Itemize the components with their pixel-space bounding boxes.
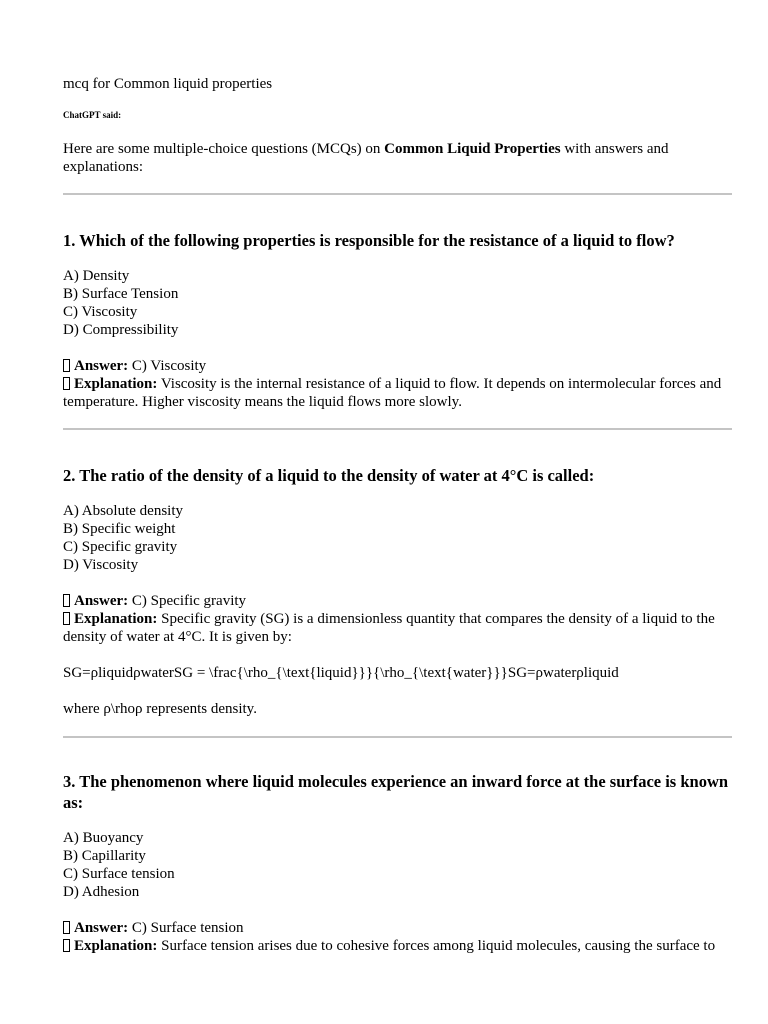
question-1-title: 1. Which of the following properties is responsible for the resistance of a liquid to flow? xyxy=(63,231,675,250)
divider xyxy=(63,193,732,195)
explanation-text: Viscosity is the internal resistance of a liquid to flow. It depends on intermolecular forces and temperature. Higher viscosity means the liquid flows more slowly. xyxy=(63,376,722,410)
intro-paragraph xyxy=(63,140,731,176)
option-c: C) Surface tension xyxy=(63,866,175,882)
answer-label: Answer: xyxy=(74,920,129,936)
answer-label: Answer: xyxy=(74,358,129,374)
question-1-options xyxy=(63,267,731,339)
explanation-label: Explanation: xyxy=(74,611,158,627)
question-1-explanation xyxy=(63,375,731,411)
explanation-label: Explanation: xyxy=(74,376,158,392)
option-c: C) Viscosity xyxy=(63,304,138,320)
answer-label: Answer: xyxy=(74,593,129,609)
option-c: C) Specific gravity xyxy=(63,539,178,555)
option-b: B) Capillarity xyxy=(63,848,146,864)
user-prompt: mcq for Common liquid properties xyxy=(63,76,273,92)
question-1-answer xyxy=(63,357,731,375)
explanation-label: Explanation: xyxy=(74,938,158,954)
answer-text: C) Viscosity xyxy=(128,358,207,374)
option-b: B) Surface Tension xyxy=(63,286,179,302)
checkmark-icon xyxy=(63,594,70,607)
question-2-options xyxy=(63,502,731,574)
question-2-explanation xyxy=(63,610,731,646)
intro-topic-bold: Common Liquid Properties xyxy=(384,141,561,157)
answer-text: C) Specific gravity xyxy=(128,593,247,609)
lightbulb-icon xyxy=(63,939,70,952)
question-2-answer xyxy=(63,592,731,610)
option-b: B) Specific weight xyxy=(63,521,176,537)
question-3-title: 3. The phenomenon where liquid molecules experience an inward force at the surface is known as: xyxy=(63,772,729,812)
formula-note: where ρ\rhoρ represents density. xyxy=(63,701,257,717)
divider xyxy=(63,428,732,430)
question-3 xyxy=(63,771,731,955)
lightbulb-icon xyxy=(63,612,70,625)
option-d: D) Compressibility xyxy=(63,322,179,338)
question-3-explanation xyxy=(63,937,731,955)
intro-text-after: with answers and explanations: xyxy=(63,141,669,175)
answer-text: C) Surface tension xyxy=(128,920,244,936)
question-3-options xyxy=(63,829,731,901)
option-d: D) Adhesion xyxy=(63,884,140,900)
specific-gravity-formula: SG=ρliquidρwaterSG = \frac{\rho_{\text{liquid}}}{\rho_{\text{water}}}SG=ρwaterρliquid xyxy=(63,665,619,681)
question-3-answer xyxy=(63,919,731,937)
explanation-text: Specific gravity (SG) is a dimensionless quantity that compares the density of a liquid to the density of water at 4°C. It is given by: xyxy=(63,611,715,645)
lightbulb-icon xyxy=(63,377,70,390)
option-a: A) Buoyancy xyxy=(63,830,144,846)
question-2 xyxy=(63,465,731,718)
question-2-title: 2. The ratio of the density of a liquid to the density of water at 4°C is called: xyxy=(63,466,595,485)
option-a: A) Density xyxy=(63,268,130,284)
checkmark-icon xyxy=(63,921,70,934)
checkmark-icon xyxy=(63,359,70,372)
intro-text-before: Here are some multiple-choice questions (MCQs) on xyxy=(63,141,385,157)
speaker-label: ChatGPT said: xyxy=(63,110,122,120)
divider xyxy=(63,736,732,738)
option-a: A) Absolute density xyxy=(63,503,183,519)
explanation-text: Surface tension arises due to cohesive forces among liquid molecules, causing the surface to xyxy=(157,938,716,954)
option-d: D) Viscosity xyxy=(63,557,139,573)
question-1 xyxy=(63,230,731,411)
